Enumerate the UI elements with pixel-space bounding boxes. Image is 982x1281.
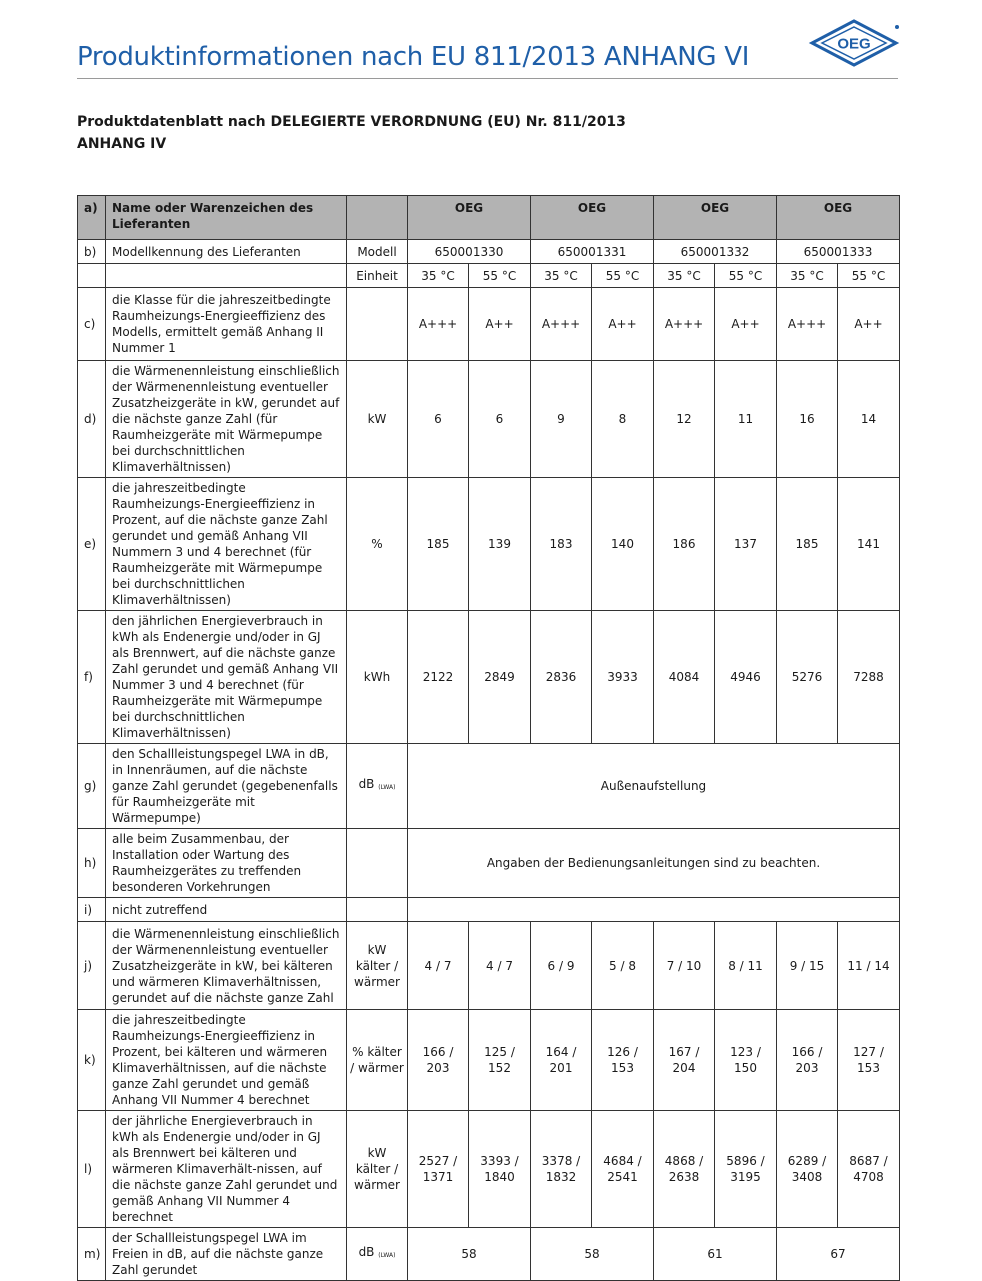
value-cell: 4946 [715,611,777,744]
temp-cell: 55 °C [715,264,777,288]
unit-subscript: (LWA) [378,784,396,791]
logo-text: OEG [837,35,871,53]
model-cell: 650001332 [654,240,777,264]
value-cell: 7 / 10 [654,922,715,1010]
supplier-cell: OEG [531,196,654,240]
value-cell: 164 / 201 [531,1010,592,1111]
value-cell: 166 / 203 [777,1010,838,1111]
temp-cell: 35 °C [654,264,715,288]
unit-cell: kW kälter / wärmer [347,1111,408,1228]
value-cell: 9 [531,361,592,478]
value-cell: 6 / 9 [531,922,592,1010]
merged-value-cell: Angaben der Bedienungsanleitungen sind zu beachten. [408,829,900,898]
value-cell: A++ [592,288,654,361]
unit-cell [347,744,408,829]
temp-cell: 35 °C [408,264,469,288]
value-cell: 186 [654,478,715,611]
value-cell: 9 / 15 [777,922,838,1010]
row-label: den Schallleistungspegel LWA in dB, in Innenräumen, auf die nächste ganze Zahl gerundet (gegebenenfalls für Raumheizgeräte mit Wärmepumpe) [106,744,347,829]
value-cell: 123 / 150 [715,1010,777,1111]
row-letter: l) [78,1111,106,1228]
unit-cell: kW [347,361,408,478]
value-cell: 6 [469,361,531,478]
unit-cell: kWh [347,611,408,744]
value-cell: 8 [592,361,654,478]
row-b [78,240,900,264]
unit-cell [347,1228,408,1281]
row-letter: i) [78,898,106,922]
row-letter: k) [78,1010,106,1111]
value-cell: A+++ [654,288,715,361]
unit-cell: % kälter / wärmer [347,1010,408,1111]
value-cell: 58 [408,1228,531,1281]
row-letter: b) [78,240,106,264]
row-a [78,196,900,240]
row-label: die Wärmenennleistung einschließlich der Wärmenennleistung eventueller Zusatzheizgeräte in kW, gerundet auf die nächste ganze Zahl (für Raumheizgeräte mit Wärmepumpe bei durchschnittlichen Klimaverhältnissen) [106,361,347,478]
value-cell: 61 [654,1228,777,1281]
value-cell: 166 / 203 [408,1010,469,1111]
value-cell: 2527 / 1371 [408,1111,469,1228]
unit-cell: Einheit [347,264,408,288]
value-cell: A+++ [408,288,469,361]
row-label: der Schallleistungspegel LWA im Freien in dB, auf die nächste ganze Zahl gerundet [106,1228,347,1281]
value-cell: 4 / 7 [469,922,531,1010]
unit-text: dB [358,777,375,791]
value-cell: A++ [838,288,900,361]
row-j [78,922,900,1010]
row-units [78,264,900,288]
row-letter: g) [78,744,106,829]
model-cell: 650001331 [531,240,654,264]
temp-cell: 35 °C [777,264,838,288]
value-cell: 6 [408,361,469,478]
model-cell: 650001333 [777,240,900,264]
value-cell: 16 [777,361,838,478]
row-i [78,898,900,922]
value-cell: 2836 [531,611,592,744]
value-cell: 4 / 7 [408,922,469,1010]
value-cell: 3378 / 1832 [531,1111,592,1228]
unit-cell [347,898,408,922]
unit-text: dB [358,1245,375,1259]
value-cell: 58 [531,1228,654,1281]
value-cell: 137 [715,478,777,611]
value-cell: 4684 / 2541 [592,1111,654,1228]
row-label: die Wärmenennleistung einschließlich der Wärmenennleistung eventueller Zusatzheizgeräte in kW, bei kälteren und wärmeren Klimaverhältnissen, gerundet auf die nächste ganze Zahl [106,922,347,1010]
row-label: Modellkennung des Lieferanten [106,240,347,264]
value-cell: 5896 / 3195 [715,1111,777,1228]
value-cell: 2849 [469,611,531,744]
subtitle-line-1: Produktdatenblatt nach DELEGIERTE VERORDNUNG (EU) Nr. 811/2013 [77,114,626,130]
row-label: die jahreszeitbedingte Raumheizungs-Energieeffizienz in Prozent, bei kälteren und wärmeren Klimaverhältnissen, auf die nächste ganze Zahl gerundet und gemäß Anhang VII Nummer 4 berechnet [106,1010,347,1111]
value-cell: 183 [531,478,592,611]
row-letter [78,264,106,288]
row-letter: a) [78,196,106,240]
row-f [78,611,900,744]
value-cell: A++ [469,288,531,361]
unit-cell [347,196,408,240]
row-label: den jährlichen Energieverbrauch in kWh als Endenergie und/oder in GJ als Brennwert, auf die nächste ganze Zahl gerundet und gemäß Anhang VII Nummer 3 und 4 berechnet (für Raumheizgeräte mit Wärmepumpe bei durchschnittlichen Klimaverhältnissen) [106,611,347,744]
value-cell: 7288 [838,611,900,744]
unit-cell: Modell [347,240,408,264]
row-letter: j) [78,922,106,1010]
value-cell: 3393 / 1840 [469,1111,531,1228]
value-cell: 14 [838,361,900,478]
row-label: die Klasse für die jahreszeitbedingte Raumheizungs-Energieeffizienz des Modells, ermittelt gemäß Anhang II Nummer 1 [106,288,347,361]
value-cell: 5 / 8 [592,922,654,1010]
value-cell: 5276 [777,611,838,744]
value-cell: 141 [838,478,900,611]
row-label: die jahreszeitbedingte Raumheizungs-Energieeffizienz in Prozent, auf die nächste ganze Zahl gerundet und gemäß Anhang VII Nummern 3 und 4 berechnet (für Raumheizgeräte mit Wärmepumpe bei durchschnittlichen Klimaverhältnissen) [106,478,347,611]
temp-cell: 35 °C [531,264,592,288]
row-letter: h) [78,829,106,898]
value-cell: 11 [715,361,777,478]
row-letter: c) [78,288,106,361]
value-cell: 11 / 14 [838,922,900,1010]
row-g [78,744,900,829]
row-l [78,1111,900,1228]
value-cell: 8687 / 4708 [838,1111,900,1228]
row-m [78,1228,900,1281]
value-cell: 12 [654,361,715,478]
model-cell: 650001330 [408,240,531,264]
oeg-logo [808,18,900,68]
value-cell: 127 / 153 [838,1010,900,1111]
row-letter: d) [78,361,106,478]
unit-cell: kW kälter / wärmer [347,922,408,1010]
value-cell: A++ [715,288,777,361]
value-cell: 4868 / 2638 [654,1111,715,1228]
unit-cell [347,288,408,361]
row-letter: m) [78,1228,106,1281]
row-k [78,1010,900,1111]
row-label: Name oder Warenzeichen des Lieferanten [106,196,347,240]
title-divider [77,78,898,79]
value-cell: 167 / 204 [654,1010,715,1111]
temp-cell: 55 °C [592,264,654,288]
subtitle-line-2: ANHANG IV [77,136,167,152]
value-cell: 126 / 153 [592,1010,654,1111]
value-cell: 185 [777,478,838,611]
unit-subscript: (LWA) [378,1252,396,1259]
row-letter: e) [78,478,106,611]
temp-cell: 55 °C [838,264,900,288]
row-letter: f) [78,611,106,744]
unit-cell: % [347,478,408,611]
value-cell: 67 [777,1228,900,1281]
value-cell: A+++ [777,288,838,361]
value-cell: A+++ [531,288,592,361]
row-c [78,288,900,361]
row-label [106,264,347,288]
value-cell: 185 [408,478,469,611]
value-cell: 125 / 152 [469,1010,531,1111]
merged-value-cell: Außenaufstellung [408,744,900,829]
supplier-cell: OEG [777,196,900,240]
row-d [78,361,900,478]
supplier-cell: OEG [654,196,777,240]
value-cell: 3933 [592,611,654,744]
product-data-table [77,195,900,1281]
row-h [78,829,900,898]
value-cell: 140 [592,478,654,611]
page-title: Produktinformationen nach EU 811/2013 ANHANG VI [77,42,750,72]
value-cell: 4084 [654,611,715,744]
row-label: der jährliche Energieverbrauch in kWh als Endenergie und/oder in GJ als Brennwert bei kälteren und wärmeren Klimaverhält-nissen, auf die nächste ganze Zahl gerundet und gemäß Anhang VII Nummer 4 berechnet [106,1111,347,1228]
row-e [78,478,900,611]
value-cell: 6289 / 3408 [777,1111,838,1228]
supplier-cell: OEG [408,196,531,240]
value-cell: 139 [469,478,531,611]
row-label: alle beim Zusammenbau, der Installation oder Wartung des Raumheizgerätes zu treffenden besonderen Vorkehrungen [106,829,347,898]
value-cell: 8 / 11 [715,922,777,1010]
merged-value-cell [408,898,900,922]
row-label: nicht zutreffend [106,898,347,922]
unit-cell [347,829,408,898]
temp-cell: 55 °C [469,264,531,288]
value-cell: 2122 [408,611,469,744]
